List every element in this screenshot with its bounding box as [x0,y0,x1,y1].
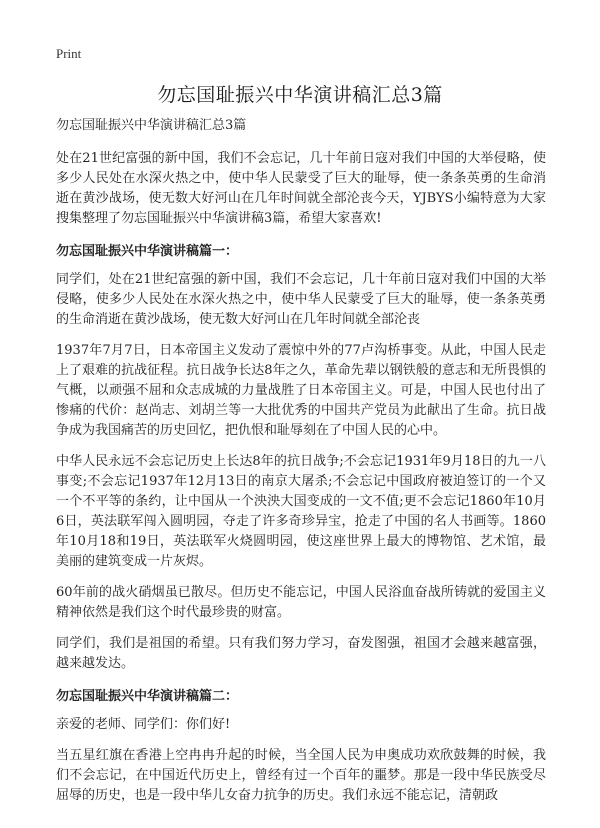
section-1-paragraph-5: 同学们，我们是祖国的希望。只有我们努力学习，奋发图强，祖国才会越来越富强，越来越发达。 [56,636,546,671]
intro-paragraph: 处在21世纪富强的新中国，我们不会忘记，几十年前日寇对我们中国的大举侵略，使多少人民处在水深火热之中，使中华人民蒙受了巨大的耻辱，使一条条英勇的生命消逝在黄沙战场，使无数大好河山在几年时间就全部沦丧今天，YJBYS小编特意为大家搜集整理了勿忘国耻振兴中华演讲稿3篇，希望大家喜欢! [56,151,546,226]
section-1-paragraph-3: 中华人民永远不会忘记历史上长达8年的抗日战争;不会忘记1931年9月18日的九一八事变;不会忘记1937年12月13日的南京大屠杀;不会忘记中国政府被迫签订的一个又一个不平等的条约，让中国从一个泱泱大国变成的一文不值;更不会忘记1860年10月6日，英法联军闯入圆明园，夺走了许多奇珍异宝，抢走了中国的名人书画等。1860年10月18和19日，英法联军火烧圆明园，使这座世界上最大的博物馆、艺术馆，最美丽的建筑变成一片灰烬。 [56,454,546,569]
section-1-paragraph-1: 同学们，处在21世纪富强的新中国，我们不会忘记，几十年前日寇对我们中国的大举侵略，使多少人民处在水深火热之中，使中华人民蒙受了巨大的耻辱，使一条条英勇的生命消逝在黄沙战场，使无数大好河山在几年时间就全部沦丧 [56,272,546,327]
section-2-paragraph-1: 亲爱的老师、同学们：你们好! [56,717,231,732]
document-body [56,116,546,817]
section-1-paragraph-4: 60年前的战火硝烟虽已散尽。但历史不能忘记，中国人民浴血奋战所铸就的爱国主义精神依然是我们这个时代最珍贵的财富。 [56,585,546,620]
document-subtitle: 勿忘国耻振兴中华演讲稿汇总3篇 [56,118,247,133]
section-1-paragraph-2: 1937年7月7日，日本帝国主义发动了震惊中外的77卢沟桥事变。从此，中国人民走上了艰难的抗战征程。抗日战争长达8年之久，革命先辈以钢铁般的意志和无所畏惧的气概，以顽强不屈和众志成城的力量战胜了日本帝国主义。可是，中国人民也付出了惨痛的代价：赵尚志、刘胡兰等一大批优秀的中国共产党员为此献出了生命。抗日战争成为我国痛苦的历史回忆，把仇恨和耻辱刻在了中国人民的心中。 [56,343,546,438]
section-2-paragraph-2: 当五星红旗在香港上空冉冉升起的时候，当全国人民为申奥成功欢欣鼓舞的时候，我们不会忘记，在中国近代历史上，曾经有过一个百年的噩梦。那是一段中华民族受尽屈辱的历史，也是一段中华儿女奋力抗争的历史。我们永远不能忘记，清朝政 [56,748,546,803]
section-1-heading: 勿忘国耻振兴中华演讲稿篇一： [56,244,239,259]
section-2-heading: 勿忘国耻振兴中华演讲稿篇二： [56,689,239,704]
print-link[interactable]: Print [56,46,82,61]
page-title: 勿忘国耻振兴中华演讲稿汇总3篇 [157,84,443,106]
